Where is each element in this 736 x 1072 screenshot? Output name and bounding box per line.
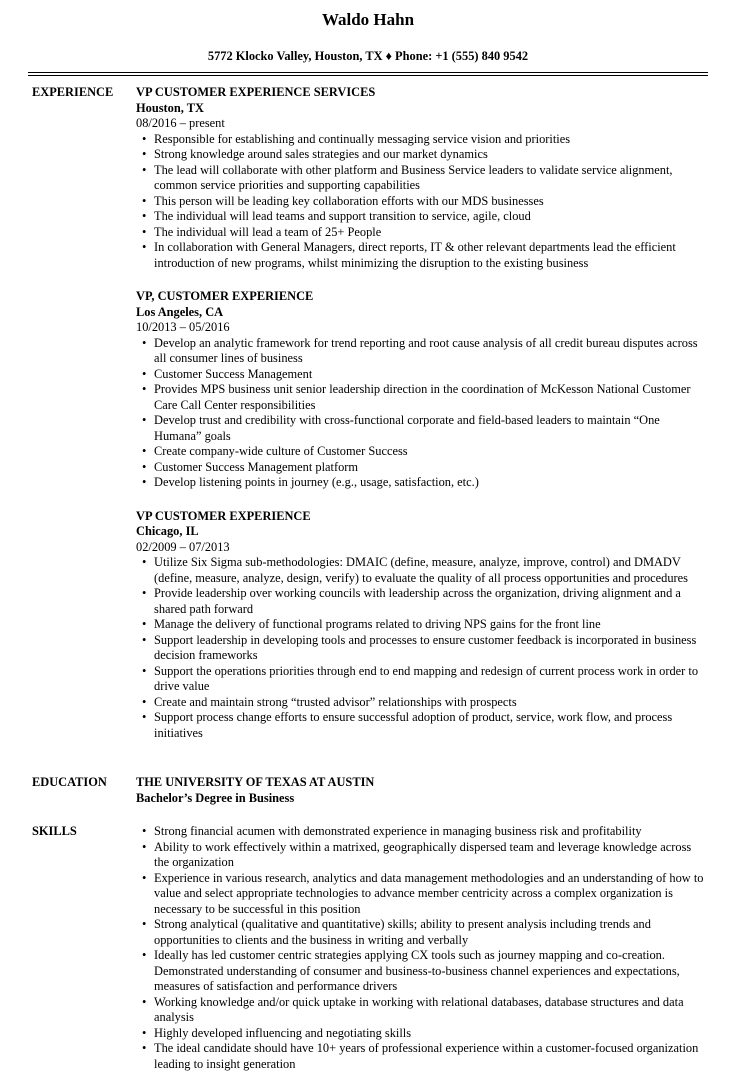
bullet-item: • Create company-wide culture of Customer Success	[154, 444, 708, 460]
bullet-item: • Utilize Six Sigma sub-methodologies: DMAIC (define, measure, analyze, improve, control) and DMADV (define, measure, analyze, design, verify) to evaluate the quality of all process opportunities and procedures	[154, 555, 708, 586]
job-location: Chicago, IL	[136, 524, 199, 538]
bullet-item: • Highly developed influencing and negotiating skills	[154, 1026, 708, 1042]
job-location: Los Angeles, CA	[136, 304, 224, 319]
bullet-item: • The individual will lead a team of 25+ People	[154, 225, 708, 241]
bullet-item: • In collaboration with General Managers, direct reports, IT & other relevant departments lead the efficient introduction of new programs, whilst minimizing the disruption to the existing business	[154, 240, 708, 271]
bullet-item: • Develop an analytic framework for trend reporting and root cause analysis of all credit bureau disputes across all consumer lines of business	[154, 336, 708, 367]
job-dates: 08/2016 – present	[136, 116, 225, 130]
job-dates: 02/2009 – 07/2013	[136, 539, 230, 554]
bullet-item: • Develop trust and credibility with cross-functional corporate and field-based leaders to maintain “One Humana” goals	[154, 413, 708, 444]
experience-body	[136, 85, 708, 759]
education-heading: EDUCATION	[32, 775, 107, 789]
bullet-item: • Responsible for establishing and continually messaging service vision and priorities	[154, 132, 708, 148]
bullet-item: • Customer Success Management	[154, 367, 708, 383]
bullet-item: • Manage the delivery of functional programs related to driving NPS gains for the front line	[154, 617, 708, 633]
job-dates: 10/2013 – 05/2016	[136, 320, 230, 334]
bullet-item: • Provide leadership over working councils with leadership across the organization, driving alignment and a shared path forward	[154, 586, 708, 617]
bullet-item: • Ideally has led customer centric strategies applying CX tools such as journey mapping and co-creation. Demonstrated understanding of consumer and business-to-business channel experiences and expectations, measures of satisfaction and performance drivers	[154, 948, 708, 995]
bullet-item: • The lead will collaborate with other platform and Business Service leaders to validate service alignment, common service priorities and supporting capabilities	[154, 163, 708, 194]
skills-body	[136, 824, 708, 1072]
bullet-item: • The ideal candidate should have 10+ years of professional experience within a customer-focused organization leading to insight generation	[154, 1041, 708, 1072]
bullet-item: • Support leadership in developing tools and processes to ensure customer feedback is incorporated in business decision frameworks	[154, 633, 708, 664]
experience-heading: EXPERIENCE	[32, 85, 114, 99]
bullet-item: • Strong analytical (qualitative and quantitative) skills; ability to present analysis including trends and opportunities to clients and the business in writing and verbally	[154, 917, 708, 948]
header-rule-bottom	[28, 75, 708, 76]
job-title: VP CUSTOMER EXPERIENCE SERVICES	[136, 85, 376, 99]
bullet-item: • Provides MPS business unit senior leadership direction in the coordination of McKesson National Customer Care Call Center responsibilities	[154, 382, 708, 413]
bullet-item: • Support the operations priorities through end to end mapping and redesign of current process work in order to drive value	[154, 664, 708, 695]
bullet-item: • Develop listening points in journey (e.g., usage, satisfaction, etc.)	[154, 475, 708, 491]
school-name: THE UNIVERSITY OF TEXAS AT AUSTIN	[136, 775, 375, 789]
job-entry	[136, 85, 708, 271]
job-title: VP CUSTOMER EXPERIENCE	[136, 508, 311, 523]
bullet-item: • This person will be leading key collaboration efforts with our MDS businesses	[154, 194, 708, 210]
bullet-item: • Experience in various research, analytics and data management methodologies and an understanding of how to value and select appropriate technologies to advance member centricity across a complex organization is necessary to be successful in this position	[154, 871, 708, 918]
bullet-item: • Support process change efforts to ensure successful adoption of product, service, work flow, and process initiatives	[154, 710, 708, 741]
header-rule-top	[28, 72, 708, 73]
bullet-item: • Strong financial acumen with demonstrated experience in managing business risk and profitability	[154, 824, 708, 840]
bullet-item: • Ability to work effectively within a matrixed, geographically dispersed team and leverage knowledge across the organization	[154, 840, 708, 871]
bullet-item: • Working knowledge and/or quick uptake in working with relational databases, database structures and data analysis	[154, 995, 708, 1026]
skills-heading: SKILLS	[32, 824, 77, 838]
contact-line: 5772 Klocko Valley, Houston, TX ♦ Phone: +1 (555) 840 9542	[207, 49, 529, 63]
job-bullets	[136, 132, 708, 272]
job-entry	[136, 289, 708, 491]
bullet-item: • Strong knowledge around sales strategies and our market dynamics	[154, 147, 708, 163]
job-bullets	[136, 336, 708, 491]
education-body	[136, 775, 708, 806]
skills-bullets	[136, 824, 708, 1072]
bullet-item: • Customer Success Management platform	[154, 460, 708, 476]
job-title: VP, CUSTOMER EXPERIENCE	[136, 289, 314, 303]
bullet-item: • Create and maintain strong “trusted advisor” relationships with prospects	[154, 695, 708, 711]
job-entry	[136, 509, 708, 742]
job-bullets	[136, 555, 708, 741]
job-location: Houston, TX	[136, 100, 204, 115]
bullet-item: • The individual will lead teams and support transition to service, agile, cloud	[154, 209, 708, 225]
candidate-name: Waldo Hahn	[321, 10, 415, 29]
degree-name: Bachelor’s Degree in Business	[136, 790, 295, 805]
